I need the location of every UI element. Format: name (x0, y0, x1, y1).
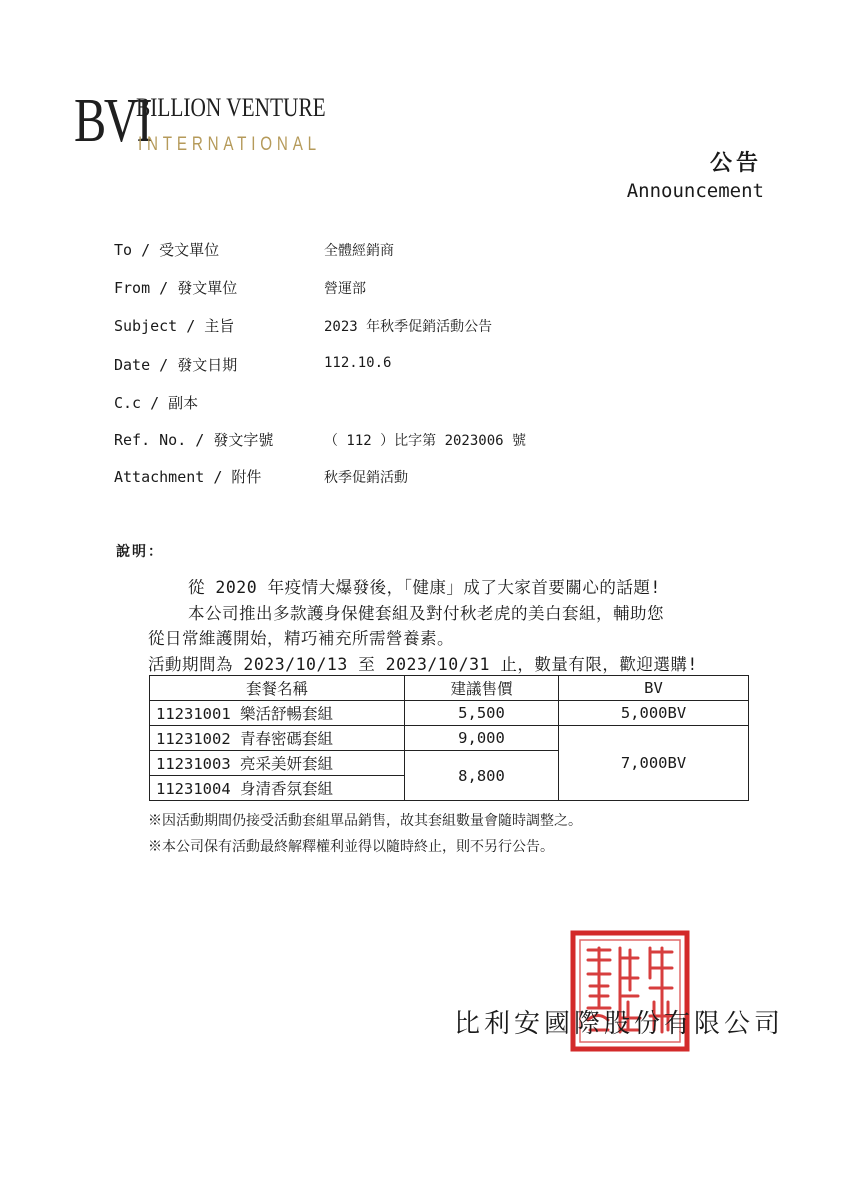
field-value-subject: 2023 年秋季促銷活動公告 (324, 319, 493, 335)
header-package-name: 套餐名稱 (150, 676, 405, 701)
package-name: 11231004 身清香氛套組 (150, 776, 405, 801)
package-name: 11231002 青春密碼套組 (150, 726, 405, 751)
explanation-label: 說明： (116, 544, 164, 560)
field-label-subject: Subject / 主旨 (114, 317, 235, 335)
package-price: 8,800 (405, 751, 559, 801)
explanation-line: 本公司推出多款護身保健套組及對付秋老虎的美白套組，輔助您 (188, 604, 664, 623)
explanation-line: 從 2020 年疫情大爆發後，「健康」成了大家首要關心的話題! (188, 578, 661, 597)
company-name: 比利安國際股份有限公司 (454, 1009, 785, 1039)
field-label-from: From / 發文單位 (114, 279, 238, 297)
logo-subtitle: INTERNATIONAL (138, 134, 321, 155)
field-value-date: 112.10.6 (324, 355, 392, 371)
footnote: ※因活動期間仍接受活動套組單品銷售，故其套組數量會隨時調整之。 (148, 813, 582, 829)
package-bv: 7,000BV (559, 726, 749, 801)
header-bv: BV (559, 676, 749, 701)
package-price-table (149, 675, 749, 801)
package-name: 11231003 亮采美妍套組 (150, 751, 405, 776)
table-row (150, 701, 749, 726)
field-label-ref: Ref. No. / 發文字號 (114, 431, 274, 449)
explanation-line: 從日常維護開始，精巧補充所需營養素。 (148, 629, 454, 648)
field-label-attachment: Attachment / 附件 (114, 468, 262, 486)
header-suggested-price: 建議售價 (405, 676, 559, 701)
field-value-from: 營運部 (324, 281, 366, 297)
title-english: Announcement (626, 180, 764, 202)
field-value-attachment: 秋季促銷活動 (324, 470, 408, 486)
logo-name: BILLION VENTURE (136, 93, 326, 122)
table-header-row (150, 676, 749, 701)
package-price: 5,500 (405, 701, 559, 726)
footnote: ※本公司保有活動最終解釋權利並得以隨時終止，則不另行公告。 (148, 839, 554, 855)
field-label-to: To / 受文單位 (114, 241, 220, 259)
explanation-line: 活動期間為 2023/10/13 至 2023/10/31 止，數量有限，歡迎選購! (148, 655, 698, 674)
field-label-cc: C.c / 副本 (114, 394, 199, 412)
package-bv: 5,000BV (559, 701, 749, 726)
package-price: 9,000 (405, 726, 559, 751)
title-chinese: 公告 (709, 150, 762, 176)
table-row (150, 726, 749, 751)
company-logo (74, 87, 326, 170)
field-label-date: Date / 發文日期 (114, 356, 238, 374)
field-value-to: 全體經銷商 (324, 243, 394, 259)
field-value-ref: （ 112 ）比字第 2023006 號 (324, 433, 527, 449)
package-name: 11231001 樂活舒暢套組 (150, 701, 405, 726)
logo-letters: BVI (74, 87, 151, 155)
